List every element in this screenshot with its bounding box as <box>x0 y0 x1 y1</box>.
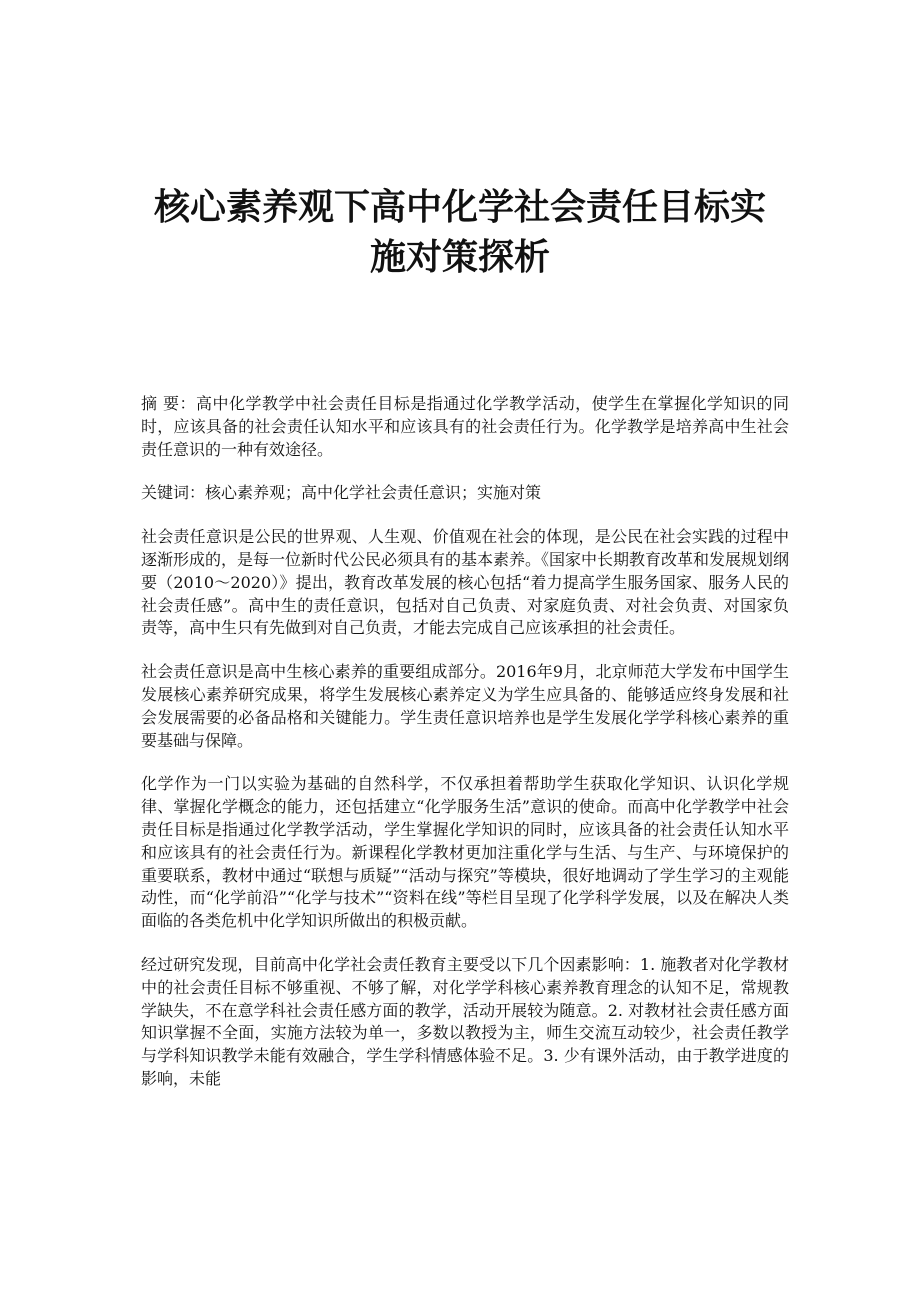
title-line-2: 施对策探析 <box>369 237 550 278</box>
document-title <box>130 183 790 283</box>
body-paragraph: 社会责任意识是高中生核心素养的重要组成部分。2016年9月，北京师范大学发布中国学生发展核心素养研究成果，将学生发展核心素养定义为学生应具备的、能够适应终身发展和社会发展需要的必备品格和关键能力。学生责任意识培养也是学生发展化学学科核心素养的重要基础与保障。 <box>141 662 789 750</box>
abstract-paragraph: 摘 要：高中化学教学中社会责任目标是指通过化学教学活动，使学生在掌握化学知识的同时，应该具备的社会责任认知水平和应该具有的社会责任行为。化学教学是培养高中生社会责任意识的一种有效途径。 <box>141 394 789 459</box>
keywords-paragraph: 关键词：核心素养观；高中化学社会责任意识；实施对策 <box>141 483 542 503</box>
body-paragraph: 社会责任意识是公民的世界观、人生观、价值观在社会的体现，是公民在社会实践的过程中逐渐形成的，是每一位新时代公民必须具有的基本素养。《国家中长期教育改革和发展规划纲要（2010～2020）》提出，教育改革发展的核心包括“着力提高学生服务国家、服务人民的社会责任感”。高中生的责任意识，包括对自己负责、对家庭负责、对社会负责、对国家负责等，高中生只有先做到对自己负责，才能去完成自己应该承担的社会责任。 <box>141 527 790 638</box>
body-paragraph: 经过研究发现，目前高中化学社会责任教育主要受以下几个因素影响：1. 施教者对化学教材中的社会责任目标不够重视、不够了解，对化学学科核心素养教育理念的认知不足，常规教学缺失，不在意学科社会责任感方面的教学，活动开展较为随意。2. 对教材社会责任感方面知识掌握不全面，实施方法较为单一，多数以教授为主，师生交流互动较少，社会责任教学与学科知识教学未能有效融合，学生学科情感体验不足。3. 少有课外活动，由于教学进度的影响，未能 <box>141 954 789 1088</box>
document-body <box>141 393 789 1112</box>
body-paragraph: 化学作为一门以实验为基础的自然科学，不仅承担着帮助学生获取化学知识、认识化学规律、掌握化学概念的能力，还包括建立“化学服务生活”意识的使命。而高中化学教学中社会责任目标是指通过化学教学活动，学生掌握化学知识的同时，应该具备的社会责任认知水平和应该具有的社会责任行为。新课程化学教材更加注重化学与生活、与生产、与环境保护的重要联系，教材中通过“联想与质疑”“活动与探究”等模块，很好地调动了学生学习的主观能动性，而“化学前沿”“化学与技术”“资料在线”等栏目呈现了化学科学发展，以及在解决人类面临的各类危机中化学知识所做出的积极贡献。 <box>141 774 789 931</box>
title-line-1: 核心素养观下高中化学社会责任目标实 <box>153 187 766 228</box>
